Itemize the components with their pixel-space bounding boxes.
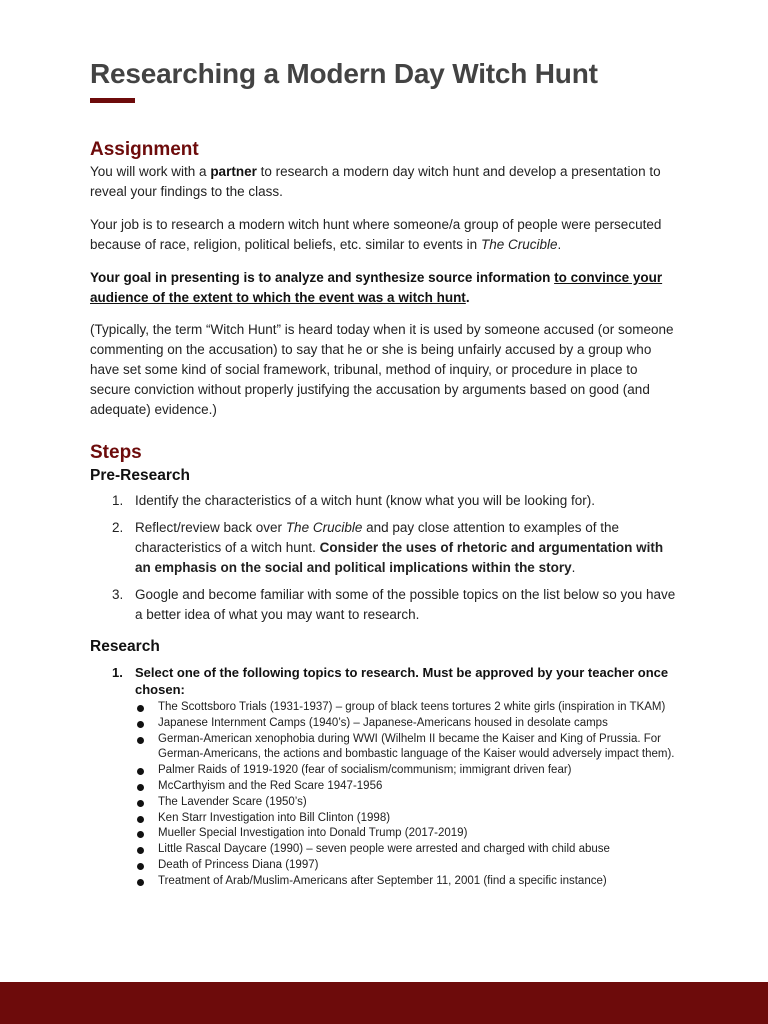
bullet-icon [137, 737, 144, 744]
list-item: 2. Reflect/review back over The Crucible and pay close attention to examples of the characteristics of a witch hunt. Consider the uses of rhetoric and argumentation with an emphasis on the social and political implications within the story. [112, 520, 664, 575]
topic-item: The Scottsboro Trials (1931-1937) – group of black teens tortures 2 white girls (inspiration in TKAM) [135, 700, 680, 716]
topic-item: Japanese Internment Camps (1940’s) – Japanese-Americans housed in desolate camps [135, 716, 680, 732]
topic-item: McCarthyism and the Red Scare 1947-1956 [135, 779, 680, 795]
witch-hunt-definition: (Typically, the term “Witch Hunt” is heard today when it is used by someone accused (or someone commenting on the accusation) to say that he or she is being unfairly accused by a group who have set some kind of social framework, tribunal, method of inquiry, or procedure in place to secure conviction without properly justifying the accusation by arguments based on good (and adequate) evidence.) [90, 322, 674, 417]
pre-research-list [90, 491, 680, 632]
bullet-icon [137, 816, 144, 823]
title-accent-bar [90, 98, 135, 103]
topics-list [135, 700, 680, 890]
topic-item: Mueller Special Investigation into Donald Trump (2017-2019) [135, 826, 680, 842]
topic-item: Death of Princess Diana (1997) [135, 858, 680, 874]
page-title: Researching a Modern Day Witch Hunt [90, 58, 598, 89]
research-list [90, 664, 680, 890]
topic-item: Treatment of Arab/Muslim-Americans after September 11, 2001 (find a specific instance) [135, 874, 680, 890]
list-item: 1. Identify the characteristics of a witch hunt (know what you will be looking for). [112, 493, 595, 508]
bullet-icon [137, 800, 144, 807]
topic-item: Palmer Raids of 1919-1920 (fear of socialism/communism; immigrant driven fear) [135, 763, 680, 779]
bullet-icon [137, 879, 144, 886]
assignment-heading: Assignment [90, 139, 199, 160]
list-item: 1. Select one of the following topics to research. Must be approved by your teacher once chosen: The Scottsboro Trials (1931-1937) – group of black teens tortures 2 white girls (inspiration in TKAM) Japanese Internment Camps (1940’s) – Japanese-Americans housed in desolate camps German-American xenophobia during WWI (Wilhelm II became the Kaiser and King of Prussia. For German-Americans, the actions and bombastic language of the Kaiser would adversely impact them). Palmer Raids of 1919-1920 (fear of socialism/communism; immigrant driven fear) McCarthyism and the Red Scare 1947-1956 The Lavender Scare (1950’s) Ken Starr Investigation into Bill Clinton (1998) Mueller Special Investigation into Donald Trump (2017-2019) Little Rascal Daycare (1990) – seven people were arrested and charged with child abuse Death of Princess Diana (1997) Treatment of Arab/Muslim-Americans after September 11, 2001 (find a specific instance) [90, 664, 680, 890]
footer-bar [0, 982, 768, 1024]
topic-item: German-American xenophobia during WWI (Wilhelm II became the Kaiser and King of Prussia. For German-Americans, the actions and bombastic language of the Kaiser would adversely impact them). [135, 732, 680, 764]
bullet-icon [137, 768, 144, 775]
bullet-icon [137, 784, 144, 791]
topic-item: Ken Starr Investigation into Bill Clinton (1998) [135, 811, 680, 827]
research-heading: Research [90, 638, 160, 655]
bullet-icon [137, 705, 144, 712]
assignment-paragraph-1: You will work with a partner to research a modern day witch hunt and develop a presentation to reveal your findings to the class. [90, 164, 661, 199]
assignment-paragraph-2: Your job is to research a modern witch hunt where someone/a group of people were persecuted because of race, religion, political beliefs, etc. similar to events in The Crucible. [90, 217, 662, 252]
topic-item: Little Rascal Daycare (1990) – seven people were arrested and charged with child abuse [135, 842, 680, 858]
bullet-icon [137, 847, 144, 854]
topic-item: The Lavender Scare (1950’s) [135, 795, 680, 811]
bullet-icon [137, 721, 144, 728]
bullet-icon [137, 863, 144, 870]
bullet-icon [137, 831, 144, 838]
assignment-goal: Your goal in presenting is to analyze and synthesize source information to convince your audience of the extent to which the event was a witch hunt. [90, 270, 663, 305]
steps-heading: Steps [90, 442, 142, 463]
list-item: 3. Google and become familiar with some of the possible topics on the list below so you have a better idea of what you may want to research. [112, 587, 676, 622]
pre-research-heading: Pre-Research [90, 467, 190, 484]
